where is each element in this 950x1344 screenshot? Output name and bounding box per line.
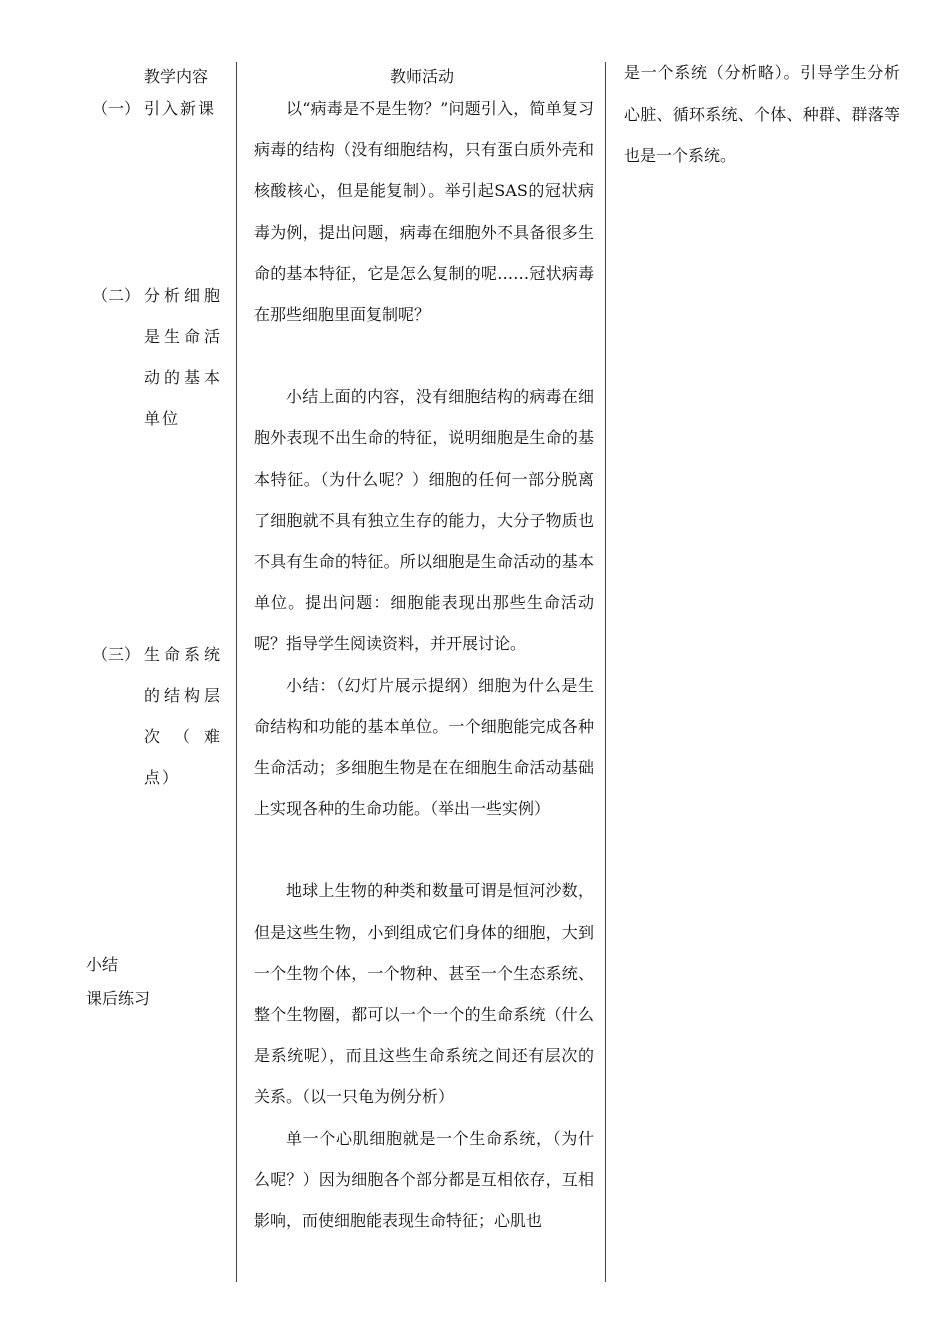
activity-paragraph: 地球上生物的种类和数量可谓是恒河沙数，但是这些生物，小到组成它们身体的细胞，大到一个生物个体，一个物种、甚至一个生态系统、整个生物圈，都可以一个一个的生命系统（什么是系统呢），而且这些生命系统之间还有层次的关系。（以一只龟为例分析） [254, 881, 594, 1107]
section-number: （二） [92, 286, 141, 305]
continuation-column [624, 52, 900, 177]
activity-paragraph: 小结：（幻灯片展示提纲）细胞为什么是生命结构和功能的基本单位。一个细胞能完成各种生命活动；多细胞生物是在在细胞生命活动基础上实现各种的生命功能。（举出一些实例） [254, 675, 594, 819]
homework-label: 课后练习 [86, 989, 151, 1008]
section-title: 生命系统的结构层次（难点） [144, 645, 222, 787]
continuation-paragraph: 是一个系统（分析略）。引导学生分析心脏、循环系统、个体、种群、群落等也是一个系统。 [624, 63, 900, 165]
teacher-activity-column [254, 88, 594, 1241]
activity-paragraph: 小结上面的内容，没有细胞结构的病毒在细胞外表现不出生命的特征，说明细胞是生命的基本特征。（为什么呢？）细胞的任何一部分脱离了细胞就不具有独立生存的能力，大分子物质也不具有生命的特征。所以细胞是生命活动的基本单位。提出问题：细胞能表现出那些生命活动呢？指导学生阅读资料，并开展讨论。 [254, 387, 594, 654]
header-teacher-activity: 教师活动 [390, 67, 455, 86]
column-divider-left [236, 62, 237, 1282]
activity-paragraph: 单一个心肌细胞就是一个生命系统，（为什么呢？）因为细胞各个部分都是互相依存，互相影响，而使细胞能表现生命特征；心肌也 [254, 1128, 594, 1231]
section-number: （三） [92, 645, 141, 664]
activity-paragraph: 以“病毒是不是生物？”问题引入，简单复习病毒的结构（没有细胞结构，只有蛋白质外壳和核酸核心，但是能复制）。举引起SAS的冠状病毒为例，提出问题，病毒在细胞外不具备很多生命的基本特征，它是怎么复制的呢……冠状病毒在那些细胞里面复制呢？ [254, 99, 594, 325]
section-number: （一） [92, 99, 141, 118]
header-teaching-content: 教学内容 [144, 67, 209, 86]
summary-label: 小结 [86, 955, 119, 974]
column-divider-right [605, 62, 606, 1282]
section-title: 引入新课 [144, 99, 217, 118]
section-title: 分析细胞是生命活动的基本单位 [144, 286, 222, 428]
